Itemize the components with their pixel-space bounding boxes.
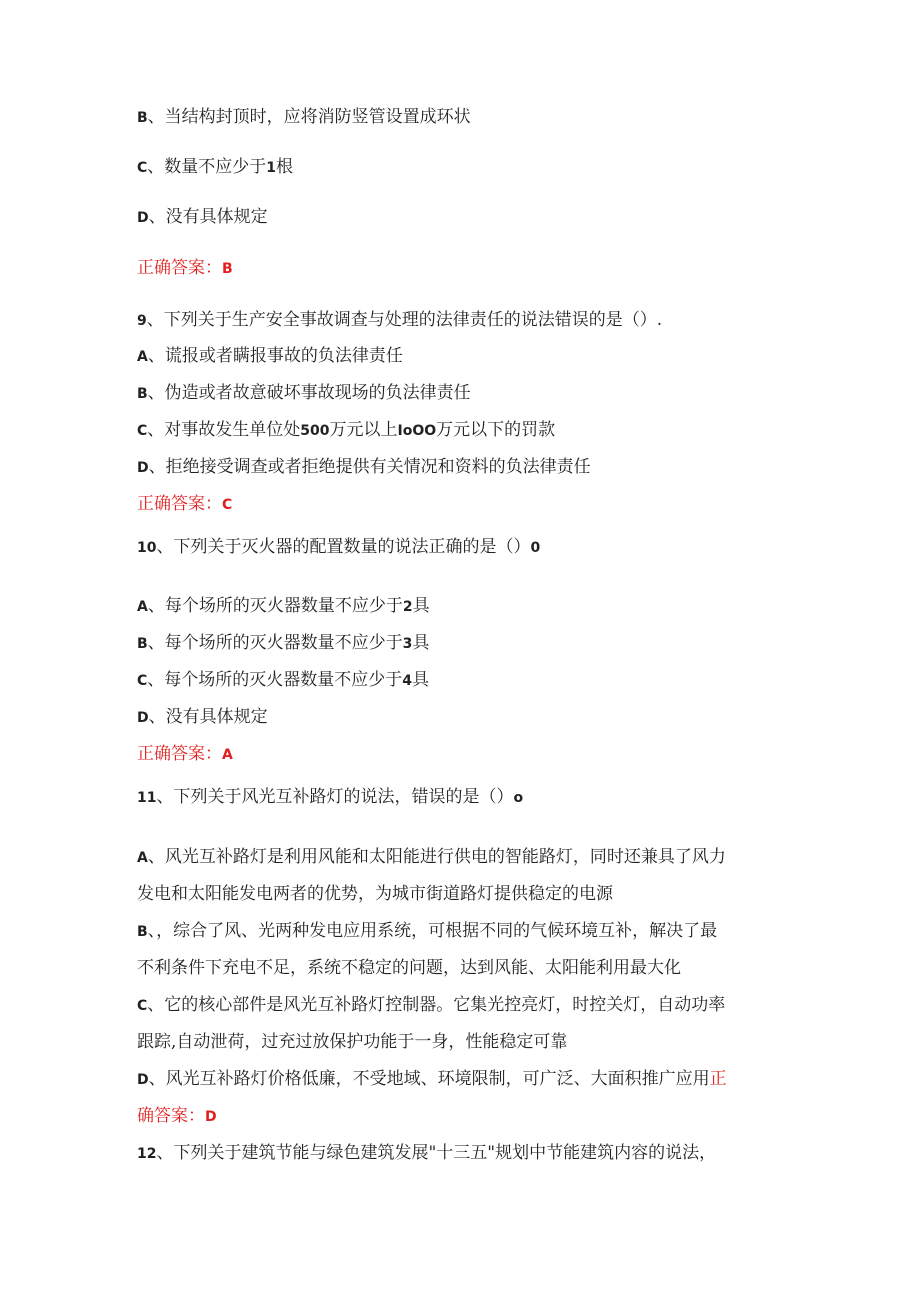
option-text-after: 具 (412, 633, 430, 653)
option-number: 1 (266, 160, 277, 176)
option-text: 、谎报或者瞒报事故的负法律责任 (147, 346, 403, 366)
q11-option-a-line1 (137, 846, 726, 869)
q10-stem (137, 536, 540, 559)
option-text-mid: 万元以上 (329, 420, 398, 440)
option-text-after: 具 (412, 596, 430, 616)
option-text: 、风光互补路灯价格低廉，不受地域、环境限制，可广泛、大面积推广应用 (148, 1069, 710, 1089)
option-text: 、没有具体规定 (148, 207, 268, 227)
option-text: 、风光互补路灯是利用风能和太阳能进行供电的智能路灯，同时还兼具了风力 (147, 847, 726, 867)
answer-value: A (222, 747, 233, 763)
q11-option-b-line1 (137, 920, 717, 943)
answer-value: C (222, 497, 233, 513)
q9-answer (137, 493, 232, 516)
q8-option-c (137, 156, 293, 179)
option-letter: D (137, 460, 149, 476)
answer-label: 正确答案： (137, 494, 222, 514)
option-letter: B (137, 636, 148, 652)
option-letter: C (137, 160, 148, 176)
option-letter: C (137, 423, 148, 439)
option-number: 4 (402, 673, 413, 689)
option-letter: C (137, 998, 148, 1014)
question-stem: 、下列关于建筑节能与绿色建筑发展"十三五"规划中节能建筑内容的说法， (156, 1143, 717, 1163)
q10-option-a (137, 595, 430, 618)
option-number: 500 (300, 423, 330, 439)
q10-option-c (137, 669, 429, 692)
option-text: 、它的核心部件是风光互补路灯控制器。它集光控亮灯，时控关灯，自动功率 (147, 995, 726, 1015)
q9-stem (137, 309, 662, 332)
question-stem-tail: 0 (530, 540, 541, 556)
option-letter: A (137, 850, 148, 866)
option-text-after: 根 (276, 157, 294, 177)
question-number: 10 (137, 540, 157, 556)
q11-answer (137, 1105, 217, 1128)
question-number: 11 (137, 790, 157, 806)
q11-option-b-line2: 不利条件下充电不足，系统不稳定的问题，达到风能、太阳能利用最大化 (137, 958, 681, 978)
option-text: 、，综合了风、光两种发电应用系统，可根据不同的气候环境互补，解决了最 (147, 921, 718, 941)
question-stem-tail: o (513, 790, 524, 806)
option-text: 、每个场所的灭火器数量不应少于 (147, 633, 403, 653)
option-letter: A (137, 599, 148, 615)
q8-answer (137, 257, 233, 280)
option-text: 、伪造或者故意破坏事故现场的负法律责任 (147, 383, 471, 403)
option-letter: D (137, 1072, 149, 1088)
question-number: 12 (137, 1146, 157, 1162)
answer-value: D (205, 1109, 217, 1125)
question-stem: 、下列关于灭火器的配置数量的说法正确的是（） (156, 537, 531, 557)
q8-option-b (137, 106, 471, 129)
option-text: 、每个场所的灭火器数量不应少于 (147, 596, 403, 616)
answer-label-start: 正 (709, 1069, 727, 1089)
q12-stem (137, 1142, 716, 1165)
answer-label: 正确答案： (137, 258, 222, 278)
q9-option-a (137, 345, 403, 368)
q9-option-c (137, 419, 555, 442)
q9-option-b (137, 382, 471, 405)
option-text: 、每个场所的灭火器数量不应少于 (147, 670, 403, 690)
option-text: 、对事故发生单位处 (147, 420, 301, 440)
option-letter: A (137, 349, 148, 365)
q11-option-c-line1 (137, 994, 725, 1017)
option-number: 3 (402, 636, 413, 652)
option-number: IoOO (397, 423, 437, 439)
q11-stem (137, 786, 523, 809)
option-text: 、拒绝接受调查或者拒绝提供有关情况和资料的负法律责任 (148, 457, 591, 477)
option-letter: B (137, 110, 148, 126)
q8-option-d (137, 206, 268, 229)
option-letter: B (137, 924, 148, 940)
option-letter: B (137, 386, 148, 402)
question-stem: 、下列关于风光互补路灯的说法，错误的是（） (156, 787, 514, 807)
q11-option-d-line1 (137, 1068, 727, 1091)
question-stem: 、下列关于生产安全事故调查与处理的法律责任的说法错误的是（）. (146, 310, 663, 330)
q10-option-b (137, 632, 429, 655)
q10-answer (137, 743, 233, 766)
q10-option-d (137, 706, 268, 729)
q11-option-c-line2: 跟踪,自动泄荷，过充过放保护功能于一身，性能稳定可靠 (137, 1032, 568, 1052)
option-letter: D (137, 710, 149, 726)
option-letter: D (137, 210, 149, 226)
option-number: 2 (402, 599, 413, 615)
question-number: 9 (137, 313, 147, 329)
answer-value: B (222, 261, 233, 277)
answer-label: 正确答案： (137, 744, 222, 764)
option-text: 、当结构封顶时，应将消防竖管设置成环状 (147, 107, 471, 127)
option-text-after: 万元以下的罚款 (436, 420, 556, 440)
answer-label: 确答案： (137, 1106, 205, 1126)
option-text: 、数量不应少于 (147, 157, 267, 177)
option-text: 、没有具体规定 (148, 707, 268, 727)
q11-option-a-line2: 发电和太阳能发电两者的优势，为城市街道路灯提供稳定的电源 (137, 884, 613, 904)
option-text-after: 具 (412, 670, 430, 690)
option-letter: C (137, 673, 148, 689)
q9-option-d (137, 456, 591, 479)
